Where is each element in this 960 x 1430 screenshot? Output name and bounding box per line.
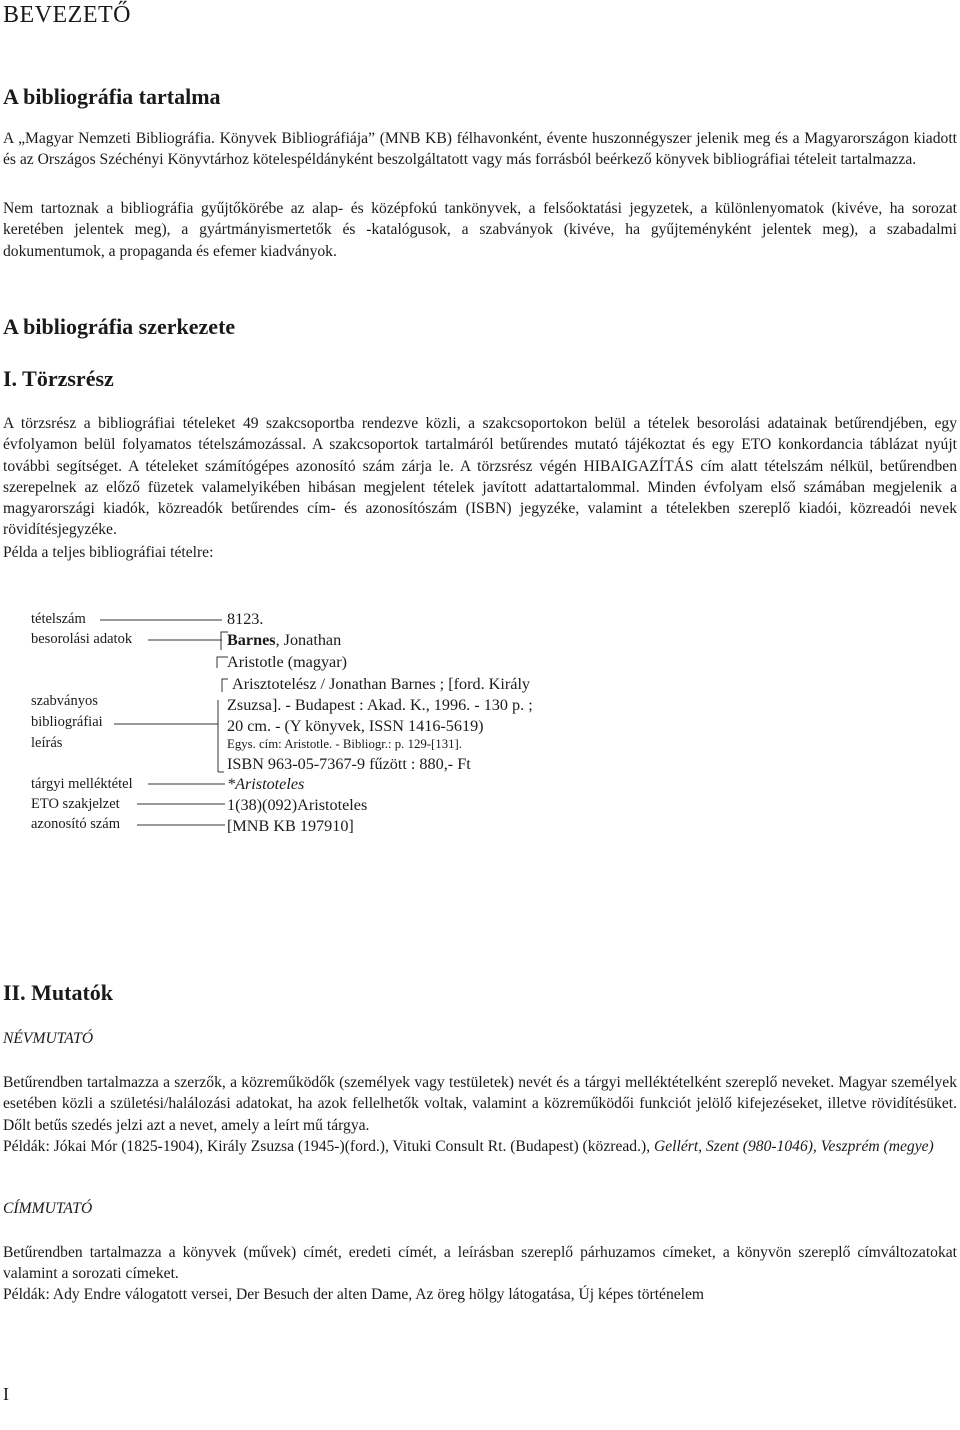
record-eto: 1(38)(092)Aristoteles [227, 796, 368, 814]
record-number: 8123. [227, 610, 264, 628]
title-index-examples: Példák: Ady Endre válogatott versei, Der Besuch der alten Dame, Az öreg hölgy látogatása, Új képes történelem [3, 1286, 705, 1303]
record-description-4: Egys. cím: Aristotle. - Bibliogr.: p. 129-[131]. [227, 737, 462, 751]
label-standard-1: szabványos [31, 693, 98, 709]
record-description-3: 20 cm. - (Y könyvek, ISSN 1416-5619) [227, 717, 484, 735]
content-paragraph-2: Nem tartoznak a bibliográfia gyűjtőkörébe az alap- és középfokú tankönyvek, a felsőoktatási jegyzetek, a különlenyomatok (kivéve, ha sorozat keretében jelentek meg), a gyártmányismertetők és -katalógusok, a szabványok (kivéve, ha gyűjteményként jelentek meg), a szabadalmi dokumentumok, a propaganda és efemer kiadványok. [3, 200, 957, 260]
section-heading-structure: A bibliográfia szerkezete [3, 314, 236, 339]
record-author-surname: Barnes [227, 631, 276, 649]
main-part-paragraph: A törzsrész a bibliográfiai tételeket 49 szakcsoportba rendezve közli, a szakcsoportokon belül a tételek besorolási adatainak betűrendjében, egy évfolyamon belül folyamatos tételszámozással. A szakcsoportok tartalmáról betűrendes mutató tájékoztat és egy ETO konkordancia táblázat nyújt további segítséget. A tételeket számítógépes azonosító szám zárja le. A törzsrész végén HIBAIGAZÍTÁS cím alatt tételszám nélkül, betűrendben szerepelnek az előző füzetek valamelyikében hibásan megjelent tételek javított adattartalommal. Minden évfolyam első számában megjelenik a magyarországi kiadók, közreadók betűrendes cím- és azonosítószám (ISBN) jegyzéke, valamint a tételekben szereplő kiadói, közreadói nevek rövidítésjegyzéke. [3, 415, 957, 539]
label-standard-2: bibliográfiai [31, 714, 103, 730]
name-index-examples-italic: Gellért, Szent (980-1046), Veszprém (megye) [654, 1138, 934, 1155]
record-id-number: [MNB KB 197910] [227, 817, 354, 835]
label-eto: ETO szakjelzet [31, 796, 120, 812]
section-heading-content: A bibliográfia tartalma [3, 84, 221, 109]
page-number: I [3, 1384, 9, 1404]
label-standard-3: leírás [31, 735, 63, 751]
page-title: BEVEZETŐ [3, 2, 131, 28]
name-index-examples [3, 1136, 957, 1157]
record-description-2: Zsuzsa]. - Budapest : Akad. K., 1996. - 130 p. ; [227, 696, 533, 714]
title-index-paragraph: Betűrendben tartalmazza a könyvek (művek) címét, eredeti címét, a leírásban szereplő párhuzamos címeket, a könyvön szereplő címváltozatokat valamint a sorozati címeket. [3, 1244, 957, 1283]
content-paragraph-1: A „Magyar Nemzeti Bibliográfia. Könyvek Bibliográfiája” (MNB KB) félhavonként, évente huszonnégyszer jelenik meg és a Magyarországon kiadott és az Országos Széchényi Könyvtárhoz kötelespéldányként beszolgáltatott vagy más forrásból beérkező könyvek bibliográfiai tételeit tartalmazza. [3, 130, 957, 169]
subsection-heading-main-part: I. Törzsrész [3, 366, 114, 391]
record-author [227, 631, 341, 650]
name-index-heading: NÉVMUTATÓ [3, 1030, 94, 1047]
label-item-number: tételszám [31, 611, 86, 627]
name-index-paragraph: Betűrendben tartalmazza a szerzők, a közreműködők (személyek vagy testületek) nevét és a tárgyi melléktételként szereplő neveket. Magyar személyek esetében közli a születési/halálozási adatokat, ha azok fellelhetők voltak, valamint a közreműködői funkciót jelölő kifejezéseket, illetve rövidítésüket. Dőlt betűs szedés jelzi azt a nevet, amely a leírt mű tárgya. [3, 1074, 957, 1134]
record-description-5: ISBN 963-05-7367-9 fűzött : 880,- Ft [227, 755, 471, 773]
name-index-examples-plain: Példák: Jókai Mór (1825-1904), Király Zsuzsa (1945-)(ford.), Vituki Consult Rt. (Budapest) (közread.), [3, 1138, 654, 1155]
record-description-1: Arisztotelész / Jonathan Barnes ; [ford. Király [232, 675, 531, 693]
record-subject-entry: *Aristoteles [227, 775, 305, 793]
record-uniform-title: Aristotle (magyar) [227, 653, 348, 671]
label-id-number: azonosító szám [31, 816, 120, 832]
label-subject-entry: tárgyi melléktétel [31, 776, 133, 792]
example-intro: Példa a teljes bibliográfiai tételre: [3, 544, 214, 561]
title-index-heading: CÍMMUTATÓ [3, 1200, 93, 1217]
subsection-heading-indexes: II. Mutatók [3, 980, 114, 1005]
label-heading-data: besorolási adatok [31, 631, 133, 647]
record-author-given: , Jonathan [275, 631, 342, 649]
